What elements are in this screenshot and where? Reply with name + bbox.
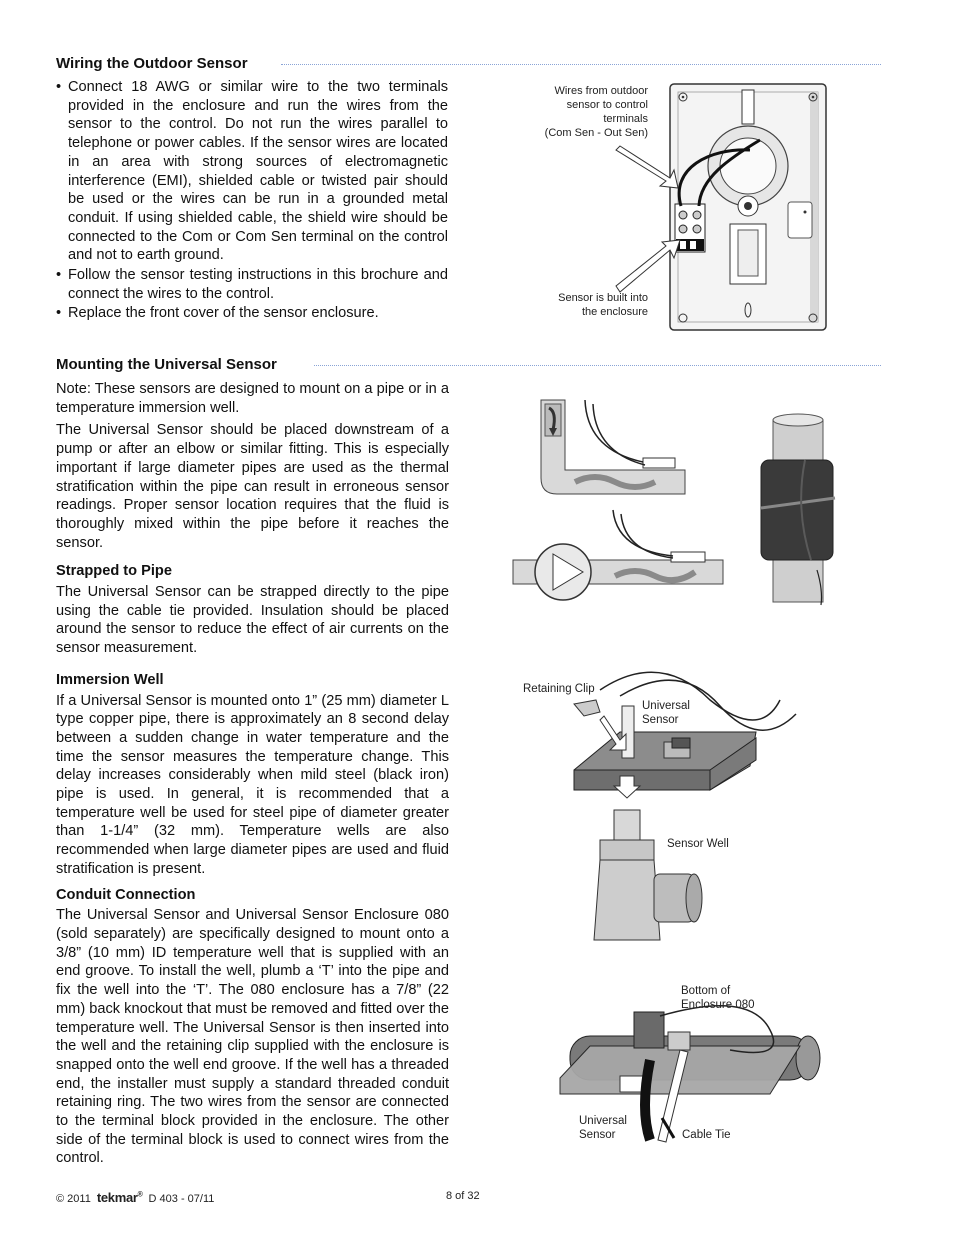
caption-line: Universal (642, 700, 690, 712)
caption-line: Wires from outdoor (554, 85, 648, 97)
paragraph: The Universal Sensor and Universal Sensor Enclosure 080 (sold separately) are specifically designed to mount onto a 3/8” (10 mm) ID temperature well that is supplied with an end groove. To install the well, plumb a ‘T’ into the pipe and fix the well into the ‘T’. The 080 enclosure has a 7/8” (22 mm) back knockout that must be removed and fitted over the temperature well. The Universal Sensor is then inserted into the well and the retaining clip supplied with the enclosure is snapped onto the well end groove. If the well has a threaded end, the installer must supply a standard threaded conduit retaining ring. The two wires from the sensor are connected to the terminal block provided in the enclosure. The other side of the terminal block is used to connect wires from the control. (56, 907, 449, 1167)
pipe-mounting-figure (505, 390, 865, 610)
caption-line: the enclosure (581, 306, 648, 318)
caption-line: (Com Sen - Out Sen) (544, 127, 648, 139)
label-cable-tie: Cable Tie (682, 1129, 731, 1141)
section-heading-outdoor-sensor: Wiring the Outdoor Sensor (56, 55, 248, 72)
caption-line: terminals (603, 113, 648, 125)
copyright: © 2011 (56, 1193, 91, 1205)
paragraph: Note: These sensors are designed to mount on a pipe or in a temperature immersion well. (56, 381, 449, 416)
caption-line: sensor to control (566, 99, 648, 111)
outdoor-sensor-bullets (56, 78, 448, 324)
brand-name: tekmar (96, 1190, 138, 1205)
subheading-strapped: Strapped to Pipe (56, 563, 172, 580)
paragraph: If a Universal Sensor is mounted onto 1” (25 mm) diameter L type copper pipe, there is approximately an 8 second delay between a sudden change in water temperature and the time the sensor measures the temperature change. This delay increases considerably when mild steel (black iron) pipe is used. In general, it is recommended that a temperature well be used for steel pipe of diameter greater than 1-1/4” (32 mm). Temperature wells are also recommended when large diameter pipes are used and fluid stratification is present. (56, 692, 449, 877)
label-universal-sensor (642, 699, 690, 727)
mounting-text-column (56, 380, 449, 1172)
sensor-well-figure (560, 660, 880, 960)
bullet-item: • Replace the front cover of the sensor enclosure. (56, 304, 448, 323)
label-wires-from-outdoor-sensor (538, 84, 648, 140)
caption-line: Enclosure 080 (681, 999, 755, 1011)
subheading-immersion: Immersion Well (56, 671, 164, 688)
caption-line: Sensor (642, 714, 679, 726)
bullet-item: • Follow the sensor testing instructions in this brochure and connect the wires to the control. (56, 266, 448, 303)
section-heading-mounting-universal-sensor: Mounting the Universal Sensor (56, 356, 277, 373)
label-universal-sensor-bottom (579, 1114, 627, 1142)
paragraph: The Universal Sensor should be placed downstream of a pump or after an elbow or similar fitting. This is especially important if large diameter pipes are used as the thermal stratification within the pipe can result in erroneous sensor readings. Proper sensor location requires that the fluid is thoroughly mixed within the pipe before it reaches the sensor. (56, 422, 449, 551)
brand-logo (97, 1190, 143, 1205)
subheading-conduit: Conduit Connection (56, 886, 196, 903)
label-retaining-clip: Retaining Clip (523, 683, 595, 695)
heading-rule (314, 365, 881, 366)
label-sensor-built-in (538, 291, 648, 319)
footer-left (56, 1190, 214, 1205)
label-bottom-of-enclosure (681, 984, 755, 1012)
heading-rule (281, 64, 881, 65)
caption-line: Universal (579, 1115, 627, 1127)
caption-line: Sensor is built into (558, 292, 648, 304)
paragraph: The Universal Sensor can be strapped directly to the pipe using the cable tie provided. Insulation should be placed around the sensor to reduce the effect of air currents on the sensor measurement. (56, 584, 449, 657)
registered-mark: ® (137, 1191, 143, 1199)
caption-line: Bottom of (681, 985, 731, 997)
label-sensor-well: Sensor Well (667, 838, 729, 850)
bullet-item: • Connect 18 AWG or similar wire to the two terminals provided in the enclosure and run the wires from the sensor to the control. Do not run the wires parallel to telephone or power cables. If the sensor wires are located in an area with strong sources of electromagnetic interference (EMI), shielded cable or twisted pair should be used or the wires can be run in a grounded metal conduit. If using shielded cable, the shield wire should be connected to the Com or Com Sen terminal on the control and not to earth ground. (56, 78, 448, 265)
page-number: 8 of 32 (446, 1190, 480, 1202)
doc-number: D 403 - 07/11 (148, 1193, 215, 1205)
caption-line: Sensor (579, 1129, 616, 1141)
